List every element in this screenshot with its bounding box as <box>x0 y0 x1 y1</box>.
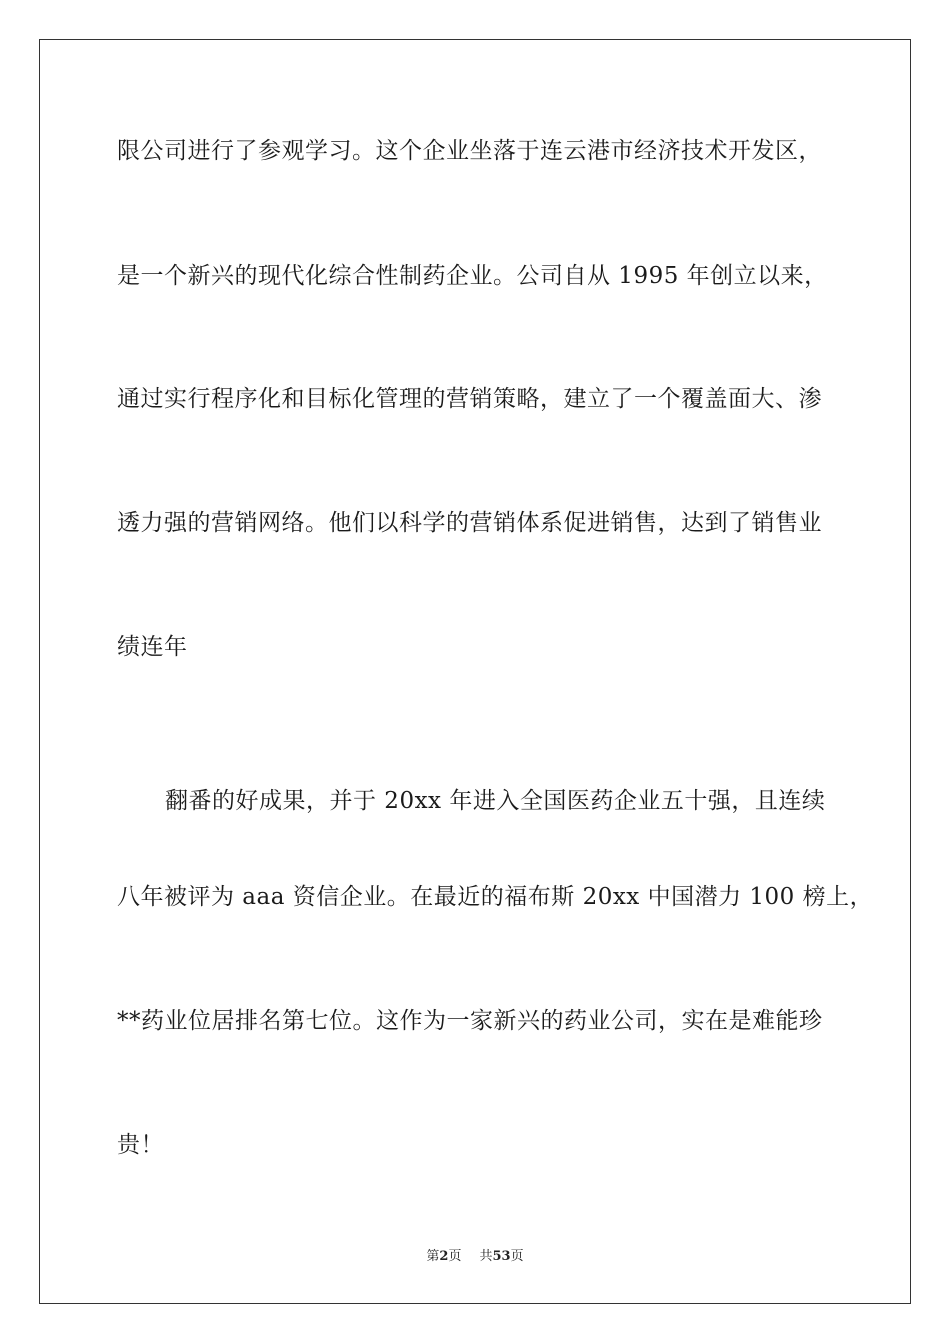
body-text-line: 贵！ <box>117 1132 164 1158</box>
body-text-line: **药业位居排名第七位。这作为一家新兴的药业公司，实在是难能珍 <box>117 1008 823 1034</box>
page-number: 2 <box>439 1249 449 1264</box>
body-text-line: 透力强的营销网络。他们以科学的营销体系促进销售，达到了销售业 <box>117 510 822 536</box>
body-text-line: 八年被评为 aaa 资信企业。在最近的福布斯 20xx 中国潜力 100 榜上， <box>117 884 874 910</box>
page-border <box>39 39 911 1304</box>
body-text-line: 是一个新兴的现代化综合性制药企业。公司自从 1995 年创立以来， <box>117 263 828 289</box>
page-suffix: 页 <box>448 1249 462 1264</box>
body-text-line: 绩连年 <box>117 634 188 660</box>
total-pages: 53 <box>492 1249 511 1264</box>
page-prefix: 第 <box>426 1249 440 1264</box>
page-footer <box>0 1248 950 1266</box>
body-text-line: 限公司进行了参观学习。这个企业坐落于连云港市经济技术开发区， <box>117 138 822 164</box>
total-suffix: 页 <box>510 1249 524 1264</box>
body-text-line-indented: 翻番的好成果，并于 20xx 年进入全国医药企业五十强，且连续 <box>165 788 826 814</box>
body-text-line: 通过实行程序化和目标化管理的营销策略，建立了一个覆盖面大、渗 <box>117 386 822 412</box>
total-prefix: 共 <box>479 1249 493 1264</box>
